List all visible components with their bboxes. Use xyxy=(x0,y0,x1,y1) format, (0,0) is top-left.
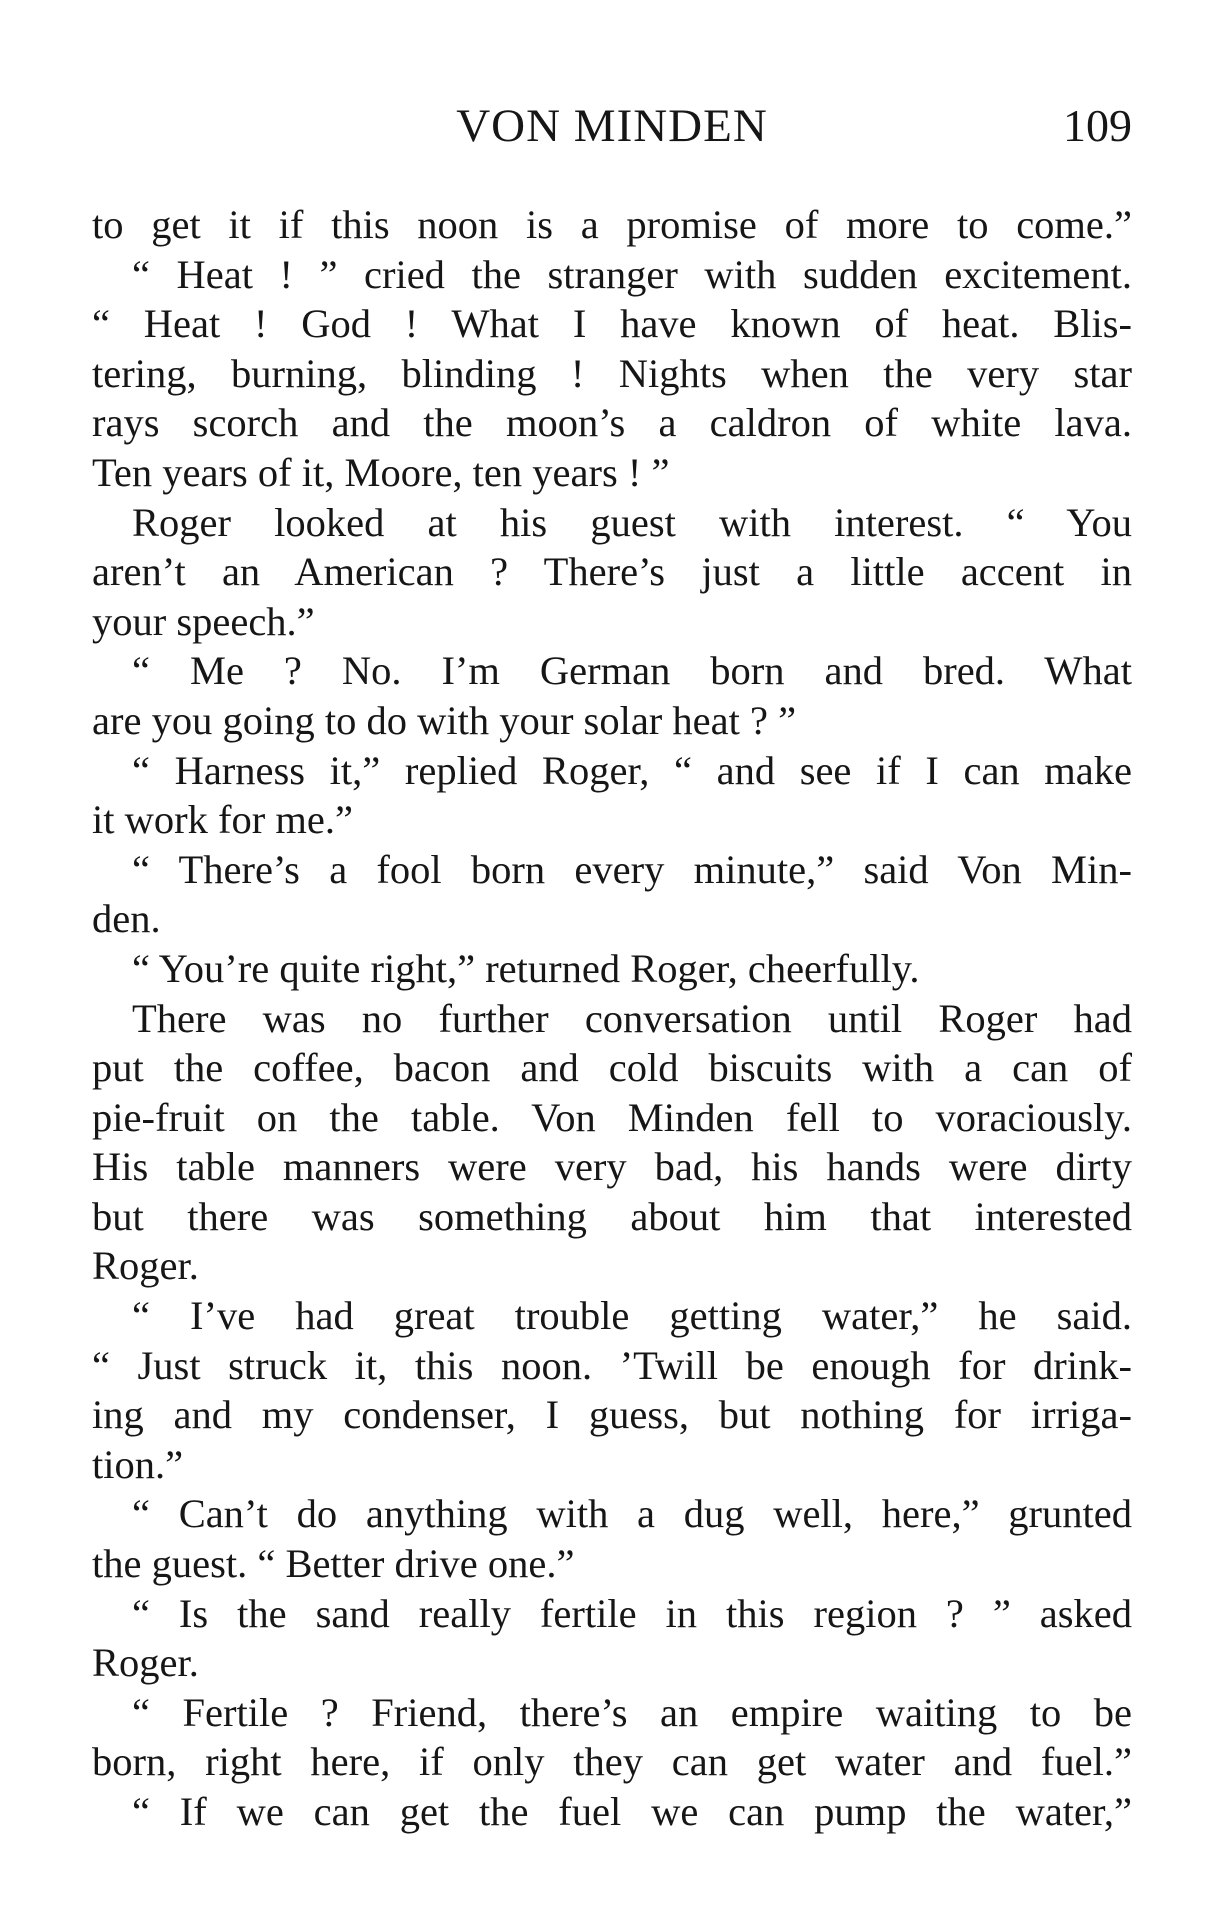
text-line: tering, burning, blinding ! Nights when the very star xyxy=(92,350,1132,396)
body-text xyxy=(92,200,1132,1837)
text-line: Roger. xyxy=(92,1640,199,1686)
text-line: den. xyxy=(92,896,161,942)
text-line: “ Can’t do anything with a dug well, here,” grunted xyxy=(132,1491,1132,1537)
text-line: Ten years of it, Moore, ten years ! ” xyxy=(92,449,670,495)
text-line: His table manners were very bad, his hands were dirty xyxy=(92,1144,1132,1190)
text-line: Roger looked at his guest with interest. “ You xyxy=(132,499,1132,545)
text-line: “ You’re quite right,” returned Roger, cheerfully. xyxy=(132,945,920,991)
text-line: ing and my condenser, I guess, but nothing for irriga- xyxy=(92,1392,1132,1438)
text-line: “ Just struck it, this noon. ’Twill be enough for drink- xyxy=(92,1342,1132,1388)
text-line: There was no further conversation until Roger had xyxy=(132,995,1132,1041)
text-line: “ Heat ! ” cried the stranger with sudden excitement. xyxy=(132,251,1132,297)
text-line: put the coffee, bacon and cold biscuits with a can of xyxy=(92,1045,1132,1091)
text-line: rays scorch and the moon’s a caldron of white lava. xyxy=(92,400,1132,446)
text-line: “ Fertile ? Friend, there’s an empire waiting to be xyxy=(132,1689,1132,1735)
running-title: VON MINDEN xyxy=(456,100,768,152)
text-line: your speech.” xyxy=(92,598,315,644)
text-line: “ Heat ! God ! What I have known of heat. Blis- xyxy=(92,301,1132,347)
text-line: tion.” xyxy=(92,1441,184,1487)
text-line: “ Is the sand really fertile in this region ? ” asked xyxy=(132,1590,1132,1636)
running-head xyxy=(92,96,1132,156)
text-line: aren’t an American ? There’s just a little accent in xyxy=(92,549,1132,595)
text-line: “ Me ? No. I’m German born and bred. What xyxy=(132,648,1132,694)
text-line: it work for me.” xyxy=(92,797,353,843)
text-line: are you going to do with your solar heat ? ” xyxy=(92,697,797,743)
text-line: “ If we can get the fuel we can pump the water,” xyxy=(132,1789,1132,1834)
text-line: to get it if this noon is a promise of more to come.” xyxy=(92,202,1132,247)
text-line: pie-fruit on the table. Von Minden fell to voraciously. xyxy=(92,1094,1132,1140)
text-line: “ There’s a fool born every minute,” said Von Min- xyxy=(132,846,1132,892)
text-line: “ Harness it,” replied Roger, “ and see if I can make xyxy=(132,747,1132,793)
text-line: born, right here, if only they can get water and fuel.” xyxy=(92,1739,1132,1785)
text-line: but there was something about him that interested xyxy=(92,1193,1132,1239)
text-line: “ I’ve had great trouble getting water,” he said. xyxy=(132,1293,1132,1339)
text-line: the guest. “ Better drive one.” xyxy=(92,1541,575,1587)
page-number: 109 xyxy=(1063,100,1132,151)
text-line: Roger. xyxy=(92,1243,199,1289)
